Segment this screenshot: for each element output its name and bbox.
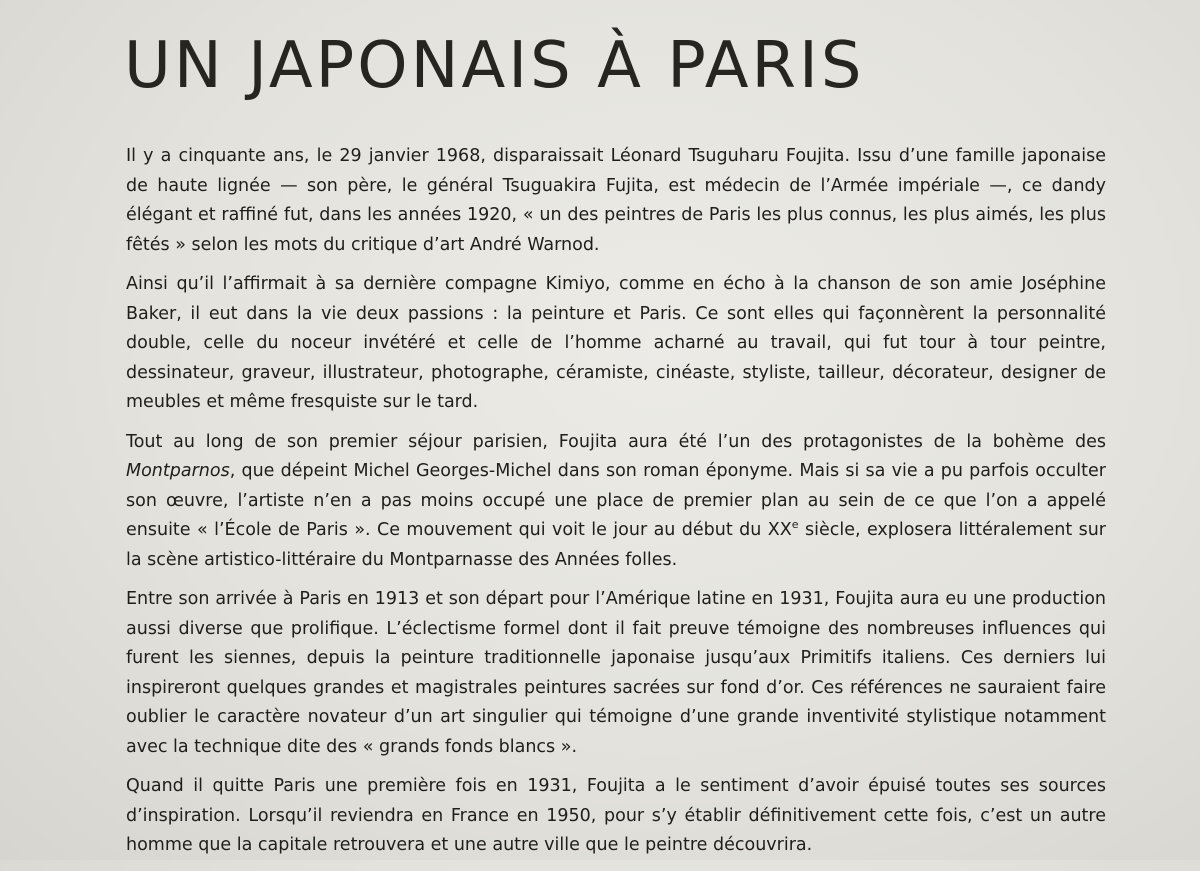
century-superscript: e [791, 518, 799, 532]
panel-body-text [126, 142, 1106, 871]
paragraph-1: Il y a cinquante ans, le 29 janvier 1968, disparaissait Léonard Tsuguharu Foujita. Issu d’une famille japonaise de haute lignée — son père, le général Tsuguakira Fujita, est médecin de l’Armée impériale —, ce dandy élégant et raffiné fut, dans les années 1920, « un des peintres de Paris les plus connus, les plus aimés, les plus fêtés » selon les mots du critique d’art André Warnod. [126, 146, 1106, 255]
paragraph-5: Quand il quitte Paris une première fois en 1931, Foujita a le sentiment d’avoir épuisé toutes ses sources d’inspiration. Lorsqu’il reviendra en France en 1950, pour s’y établir définitivement cette fois, c’est un autre homme que la capitale retrouvera et une autre ville que le peintre découvrira. [126, 776, 1106, 855]
paragraph-3-text-start: Tout au long de son premier séjour parisien, Foujita aura été l’un des protagonistes de la bohème des [126, 431, 1106, 452]
paragraph-3-text-middle: , que dépeint Michel Georges-Michel dans son roman éponyme. Mais si sa vie a pu parfois occulter son œuvre, l’artiste n’en a pas moins occupé une place de premier plan au sein de ce que l’on a appelé ensuite « l’École de Paris ». Ce mouvement qui voit le jour au début du XX [126, 461, 1106, 540]
paragraph-4: Entre son arrivée à Paris en 1913 et son départ pour l’Amérique latine en 1931, Foujita aura eu une production aussi diverse que prolifique. L’éclectisme formel dont il fait preuve témoigne des nombreuses influences qui furent les siennes, depuis la peinture traditionnelle japonaise jusqu’aux Primitifs italiens. Ces derniers lui inspireront quelques grandes et magistrales peintures sacrées sur fond d’or. Ces références ne sauraient faire oublier le caractère novateur d’un art singulier qui témoigne d’une grande inventivité stylistique notamment avec la technique dite des « grands fonds blancs ». [126, 589, 1106, 757]
paragraph-3-italic-term: Montparnos [126, 461, 230, 481]
paragraph-2: Ainsi qu’il l’affirmait à sa dernière compagne Kimiyo, comme en écho à la chanson de son amie Joséphine Baker, il eut dans la vie deux passions : la peinture et Paris. Ce sont elles qui façonnèrent la personnalité double, celle du noceur invétéré et celle de l’homme acharné au travail, qui fut tour à tour peintre, dessinateur, graveur, illustrateur, photographe, céramiste, cinéaste, styliste, tailleur, décorateur, designer de meubles et même fresquiste sur le tard. [126, 274, 1106, 412]
paragraph-3 [126, 428, 1106, 576]
page-title: UN JAPONAIS À PARIS [124, 29, 865, 103]
paragraph-3-text-end: siècle, explosera littéralement sur la scène artistico-littéraire du Montparnasse des Années folles. [126, 520, 1107, 570]
